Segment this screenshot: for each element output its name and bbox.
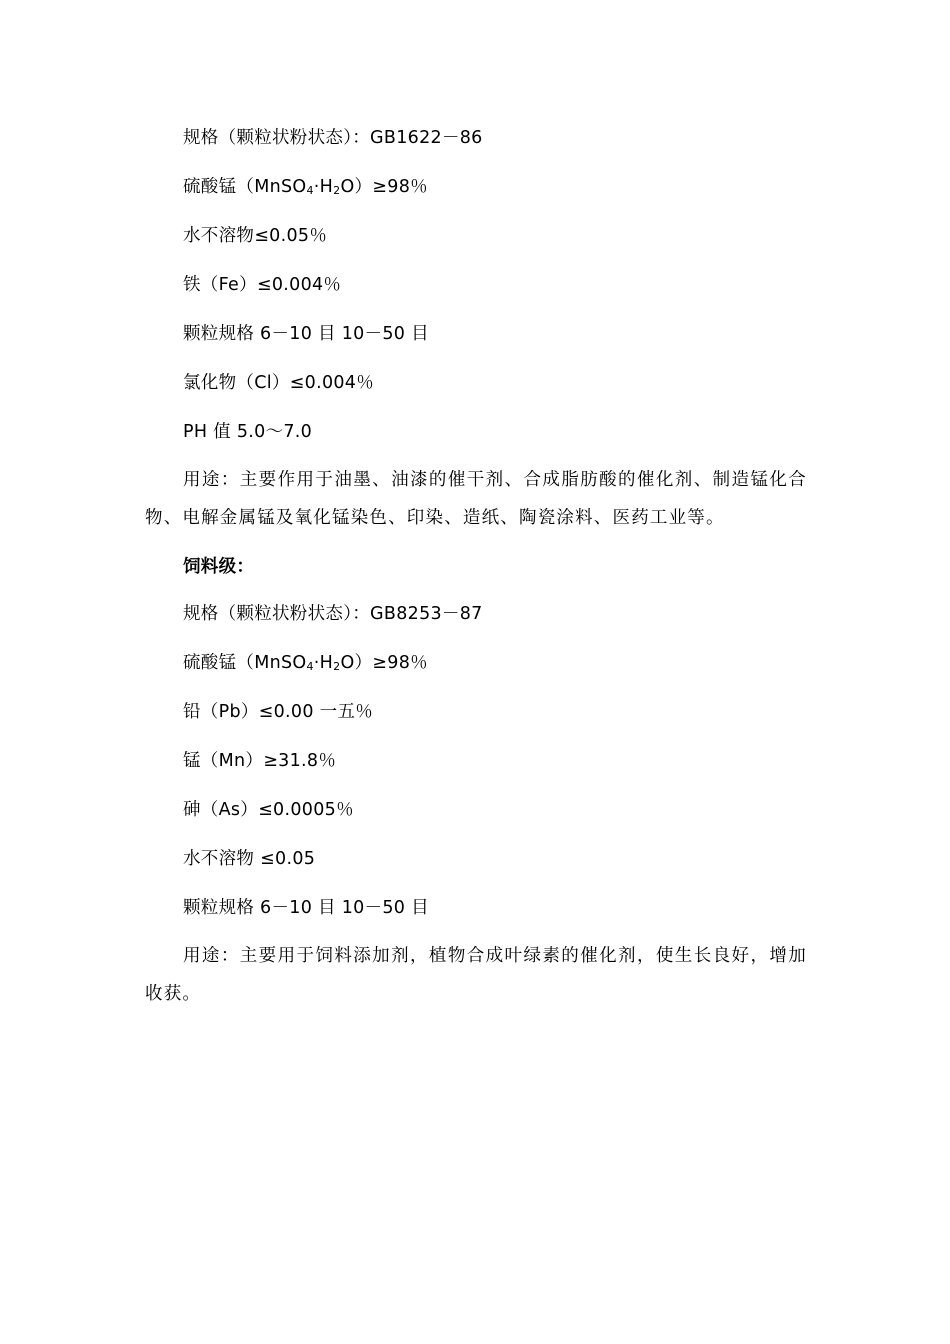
iron-line: 铁（Fe）≤0.004％	[183, 275, 342, 295]
granule-spec-line: 颗粒规格 6－10 目 10－50 目	[183, 898, 429, 918]
insoluble-line: 水不溶物 ≤0.05	[183, 849, 316, 869]
manganese-sulfate-prefix: 硫酸锰（MnSO	[183, 177, 307, 197]
ph-line: PH 值 5.0～7.0	[183, 422, 313, 442]
manganese-sulfate-subscript-4: 4	[306, 660, 314, 673]
manganese-sulfate-mid: ·H	[313, 653, 334, 673]
manganese-sulfate-suffix: O）≥98％	[340, 653, 428, 673]
chloride-line: 氯化物（Cl）≤0.004％	[183, 373, 375, 393]
spec-line: 规格（颗粒状粉状态）：GB8253－87	[183, 604, 483, 624]
spec-line: 规格（颗粒状粉状态）：GB1622－86	[183, 128, 483, 148]
arsenic-line: 砷（As）≤0.0005％	[183, 800, 354, 820]
manganese-sulfate-suffix: O）≥98％	[340, 177, 428, 197]
granule-spec-line: 颗粒规格 6－10 目 10－50 目	[183, 324, 429, 344]
manganese-sulfate-line	[183, 176, 428, 198]
manganese-sulfate-subscript-4: 4	[306, 184, 314, 197]
lead-line: 铅（Pb）≤0.00 一五％	[183, 702, 374, 722]
manganese-content-line: 锰（Mn）≥31.8％	[183, 751, 337, 771]
manganese-sulfate-line	[183, 652, 428, 674]
insoluble-line: 水不溶物≤0.05％	[183, 226, 328, 246]
manganese-sulfate-mid: ·H	[313, 177, 334, 197]
section-heading: 饲料级：	[183, 557, 255, 577]
usage-paragraph: 用途：主要用于饲料添加剂，植物合成叶绿素的催化剂，使生长良好，增加收获。	[145, 946, 807, 1004]
usage-paragraph: 用途：主要作用于油墨、油漆的催干剂、合成脂肪酸的催化剂、制造锰化合物、电解金属锰及氧化锰染色、印染、造纸、陶瓷涂料、医药工业等。	[145, 470, 807, 528]
manganese-sulfate-prefix: 硫酸锰（MnSO	[183, 653, 307, 673]
manganese-sulfate-subscript-2: 2	[333, 660, 341, 673]
manganese-sulfate-subscript-2: 2	[333, 184, 341, 197]
